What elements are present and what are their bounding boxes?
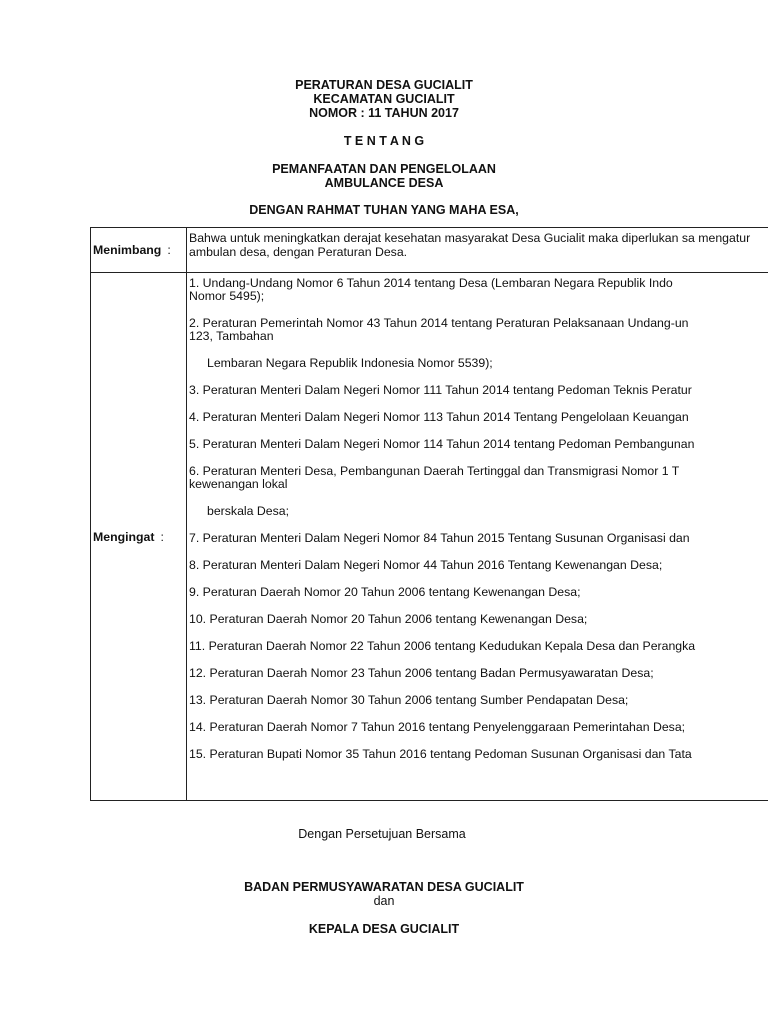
list-item: 1. Undang-Undang Nomor 6 Tahun 2014 tentang Desa (Lembaran Negara Republik Indo: [189, 276, 673, 290]
kepala-desa-text: KEPALA DESA GUCIALIT: [308, 922, 460, 936]
document-title: [0, 78, 768, 120]
menimbang-text: Bahwa untuk meningkatkan derajat kesehatan masyarakat Desa Gucialit maka diperlukan sa mengatur ambulan desa, dengan Peraturan Desa.: [189, 231, 751, 259]
list-item: 12. Peraturan Daerah Nomor 23 Tahun 2006 tentang Badan Permusyawaratan Desa;: [189, 666, 654, 680]
rahmat-text: DENGAN RAHMAT TUHAN YANG MAHA ESA,: [249, 203, 519, 217]
list-item: 7. Peraturan Menteri Dalam Negeri Nomor 84 Tahun 2015 Tentang Susunan Organisasi dan: [189, 531, 690, 545]
rahmat-heading: [0, 203, 768, 217]
tentang-heading: [0, 134, 768, 148]
menimbang-label: Menimbang: [93, 243, 162, 257]
menimbang-label-cell: [91, 228, 187, 273]
persetujuan-text: Dengan Persetujuan Bersama: [298, 827, 466, 841]
district-line: KECAMATAN GUCIALIT: [313, 92, 455, 106]
list-item: 6. Peraturan Menteri Desa, Pembangunan Daerah Tertinggal dan Transmigrasi Nomor 1 T: [189, 464, 680, 478]
mengingat-row: [91, 273, 768, 801]
list-item: 8. Peraturan Menteri Dalam Negeri Nomor 44 Tahun 2016 Tentang Kewenangan Desa;: [189, 558, 663, 572]
menimbang-colon: :: [167, 243, 171, 257]
considerations-table: [90, 227, 768, 801]
subject-line-1: PEMANFAATAN DAN PENGELOLAAN: [272, 162, 496, 176]
mengingat-content-cell: [187, 273, 768, 801]
menimbang-content-cell: [187, 228, 768, 273]
subject-heading: [0, 162, 768, 190]
list-item: Lembaran Negara Republik Indonesia Nomor 5539);: [207, 356, 493, 370]
list-item: 3. Peraturan Menteri Dalam Negeri Nomor 111 Tahun 2014 tentang Pedoman Teknis Peratur: [189, 383, 692, 397]
list-item: kewenangan lokal: [189, 477, 288, 491]
subject-line-2: AMBULANCE DESA: [324, 176, 444, 190]
list-item: 10. Peraturan Daerah Nomor 20 Tahun 2006 tentang Kewenangan Desa;: [189, 612, 588, 626]
list-item: 4. Peraturan Menteri Dalam Negeri Nomor 113 Tahun 2014 Tentang Pengelolaan Keuangan: [189, 410, 689, 424]
list-item: 11. Peraturan Daerah Nomor 22 Tahun 2006 tentang Kedudukan Kepala Desa dan Perangka: [189, 639, 696, 653]
list-item: Nomor 5495);: [189, 289, 265, 303]
title-line: PERATURAN DESA GUCIALIT: [295, 78, 473, 92]
list-item: 5. Peraturan Menteri Dalam Negeri Nomor 114 Tahun 2014 tentang Pedoman Pembangunan: [189, 437, 695, 451]
dan-text: dan: [373, 894, 395, 908]
list-item: 9. Peraturan Daerah Nomor 20 Tahun 2006 tentang Kewenangan Desa;: [189, 585, 581, 599]
tentang-text: T E N T A N G: [343, 134, 425, 148]
list-item: 14. Peraturan Daerah Nomor 7 Tahun 2016 tentang Penyelenggaraan Pemerintahan Desa;: [189, 720, 686, 734]
list-item: 2. Peraturan Pemerintah Nomor 43 Tahun 2014 tentang Peraturan Pelaksanaan Undang-un: [189, 316, 689, 330]
list-item: berskala Desa;: [207, 504, 290, 518]
mengingat-label-cell: [91, 273, 187, 801]
menimbang-row: [91, 228, 768, 273]
mengingat-label: Mengingat: [93, 529, 155, 544]
list-item: 13. Peraturan Daerah Nomor 30 Tahun 2006 tentang Sumber Pendapatan Desa;: [189, 693, 629, 707]
bpd-text: BADAN PERMUSYAWARATAN DESA GUCIALIT: [244, 880, 524, 894]
number-line: NOMOR : 11 TAHUN 2017: [309, 106, 459, 120]
list-item: 123, Tambahan: [189, 329, 274, 343]
mengingat-colon: :: [160, 529, 164, 544]
list-item: 15. Peraturan Bupati Nomor 35 Tahun 2016 tentang Pedoman Susunan Organisasi dan Tata: [189, 747, 692, 761]
